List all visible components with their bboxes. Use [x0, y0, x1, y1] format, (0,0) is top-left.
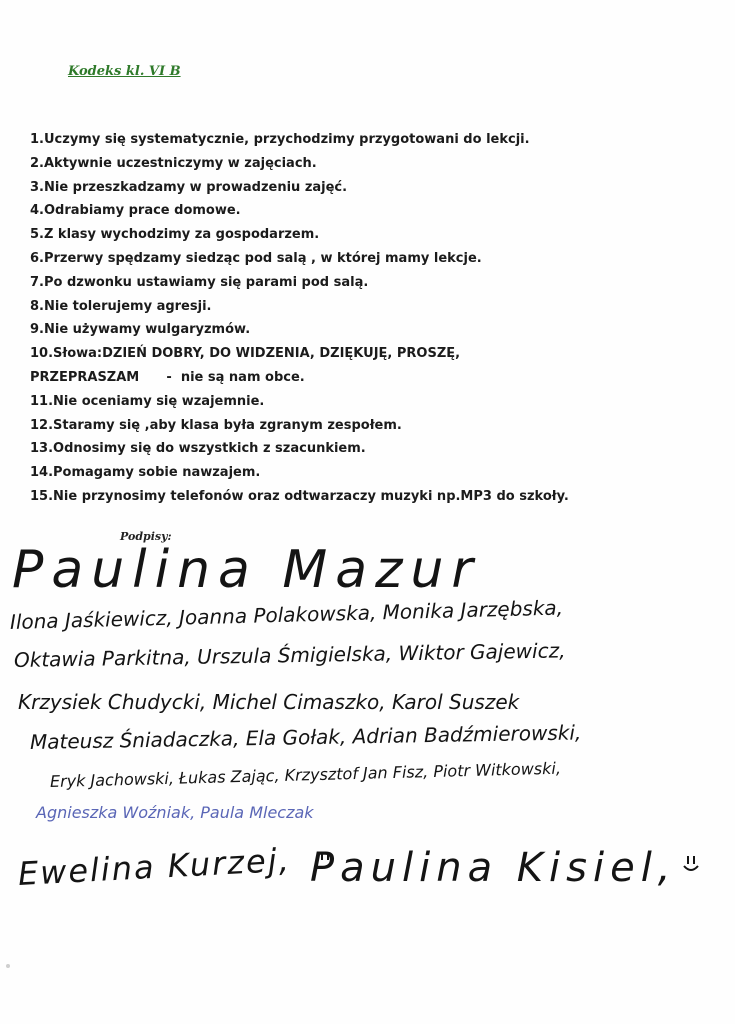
signature-line: Mateusz Śniadaczka, Ela Gołak, Adrian Badźmierowski,	[29, 720, 582, 754]
signature-line: Agnieszka Woźniak, Paula Mleczak	[36, 803, 314, 822]
rule-item: 14.Pomagamy sobie nawzajem.	[30, 465, 261, 481]
signature-line: Paulina Mazur	[12, 540, 481, 600]
rule-item: 8.Nie tolerujemy agresji.	[30, 298, 212, 314]
rule-item: 3.Nie przeszkadzamy w prowadzeniu zajęć.	[30, 179, 348, 195]
rule-item: 10.Słowa:DZIEŃ DOBRY, DO WIDZENIA, DZIĘKUJĘ, PROSZĘ,	[30, 346, 461, 362]
rule-item: 1.Uczymy się systematycznie, przychodzimy przygotowani do lekcji.	[30, 132, 530, 147]
document-title: Kodeks kl. VI B	[68, 64, 181, 79]
signature-line: Paulina Kisiel,	[310, 845, 677, 891]
smiley-doodle-icon	[680, 850, 710, 880]
signature-line: Ilona Jaśkiewicz, Joanna Polakowska, Monika Jarzębska,	[9, 595, 564, 634]
scan-speck	[6, 964, 10, 968]
signatures-label: Podpisy:	[120, 530, 172, 543]
rule-item: PRZEPRASZAM - nie są nam obce.	[30, 369, 305, 385]
rule-item: 9.Nie używamy wulgaryzmów.	[30, 322, 251, 338]
signature-line: Krzysiek Chudycki, Michel Cimaszko, Karol Suszek	[18, 690, 520, 714]
rule-item: 13.Odnosimy się do wszystkich z szacunkiem.	[30, 441, 366, 457]
rule-item: 12.Staramy się ,aby klasa była zgranym zespołem.	[30, 417, 402, 433]
rule-item: 7.Po dzwonku ustawiamy się parami pod salą.	[30, 274, 369, 290]
rule-item: 4.Odrabiamy prace domowe.	[30, 203, 241, 219]
rule-item: 11.Nie oceniamy się wzajemnie.	[30, 393, 265, 409]
signature-line: Oktawia Parkitna, Urszula Śmigielska, Wiktor Gajewicz,	[13, 638, 566, 672]
signature-line: Eryk Jachowski, Łukas Zając, Krzysztof Jan Fisz, Piotr Witkowski,	[49, 758, 562, 791]
rule-item: 6.Przerwy spędzamy siedząc pod salą , w której mamy lekcje.	[30, 250, 482, 266]
smiley-doodle-icon	[314, 846, 344, 876]
rules-list	[30, 128, 710, 509]
rule-item: 2.Aktywnie uczestniczymy w zajęciach.	[30, 155, 317, 171]
rule-item: 15.Nie przynosimy telefonów oraz odtwarzaczy muzyki np.MP3 do szkoły.	[30, 488, 569, 504]
rule-item: 5.Z klasy wychodzimy za gospodarzem.	[30, 227, 320, 243]
signature-line: Ewelina Kurzej,	[17, 840, 292, 893]
